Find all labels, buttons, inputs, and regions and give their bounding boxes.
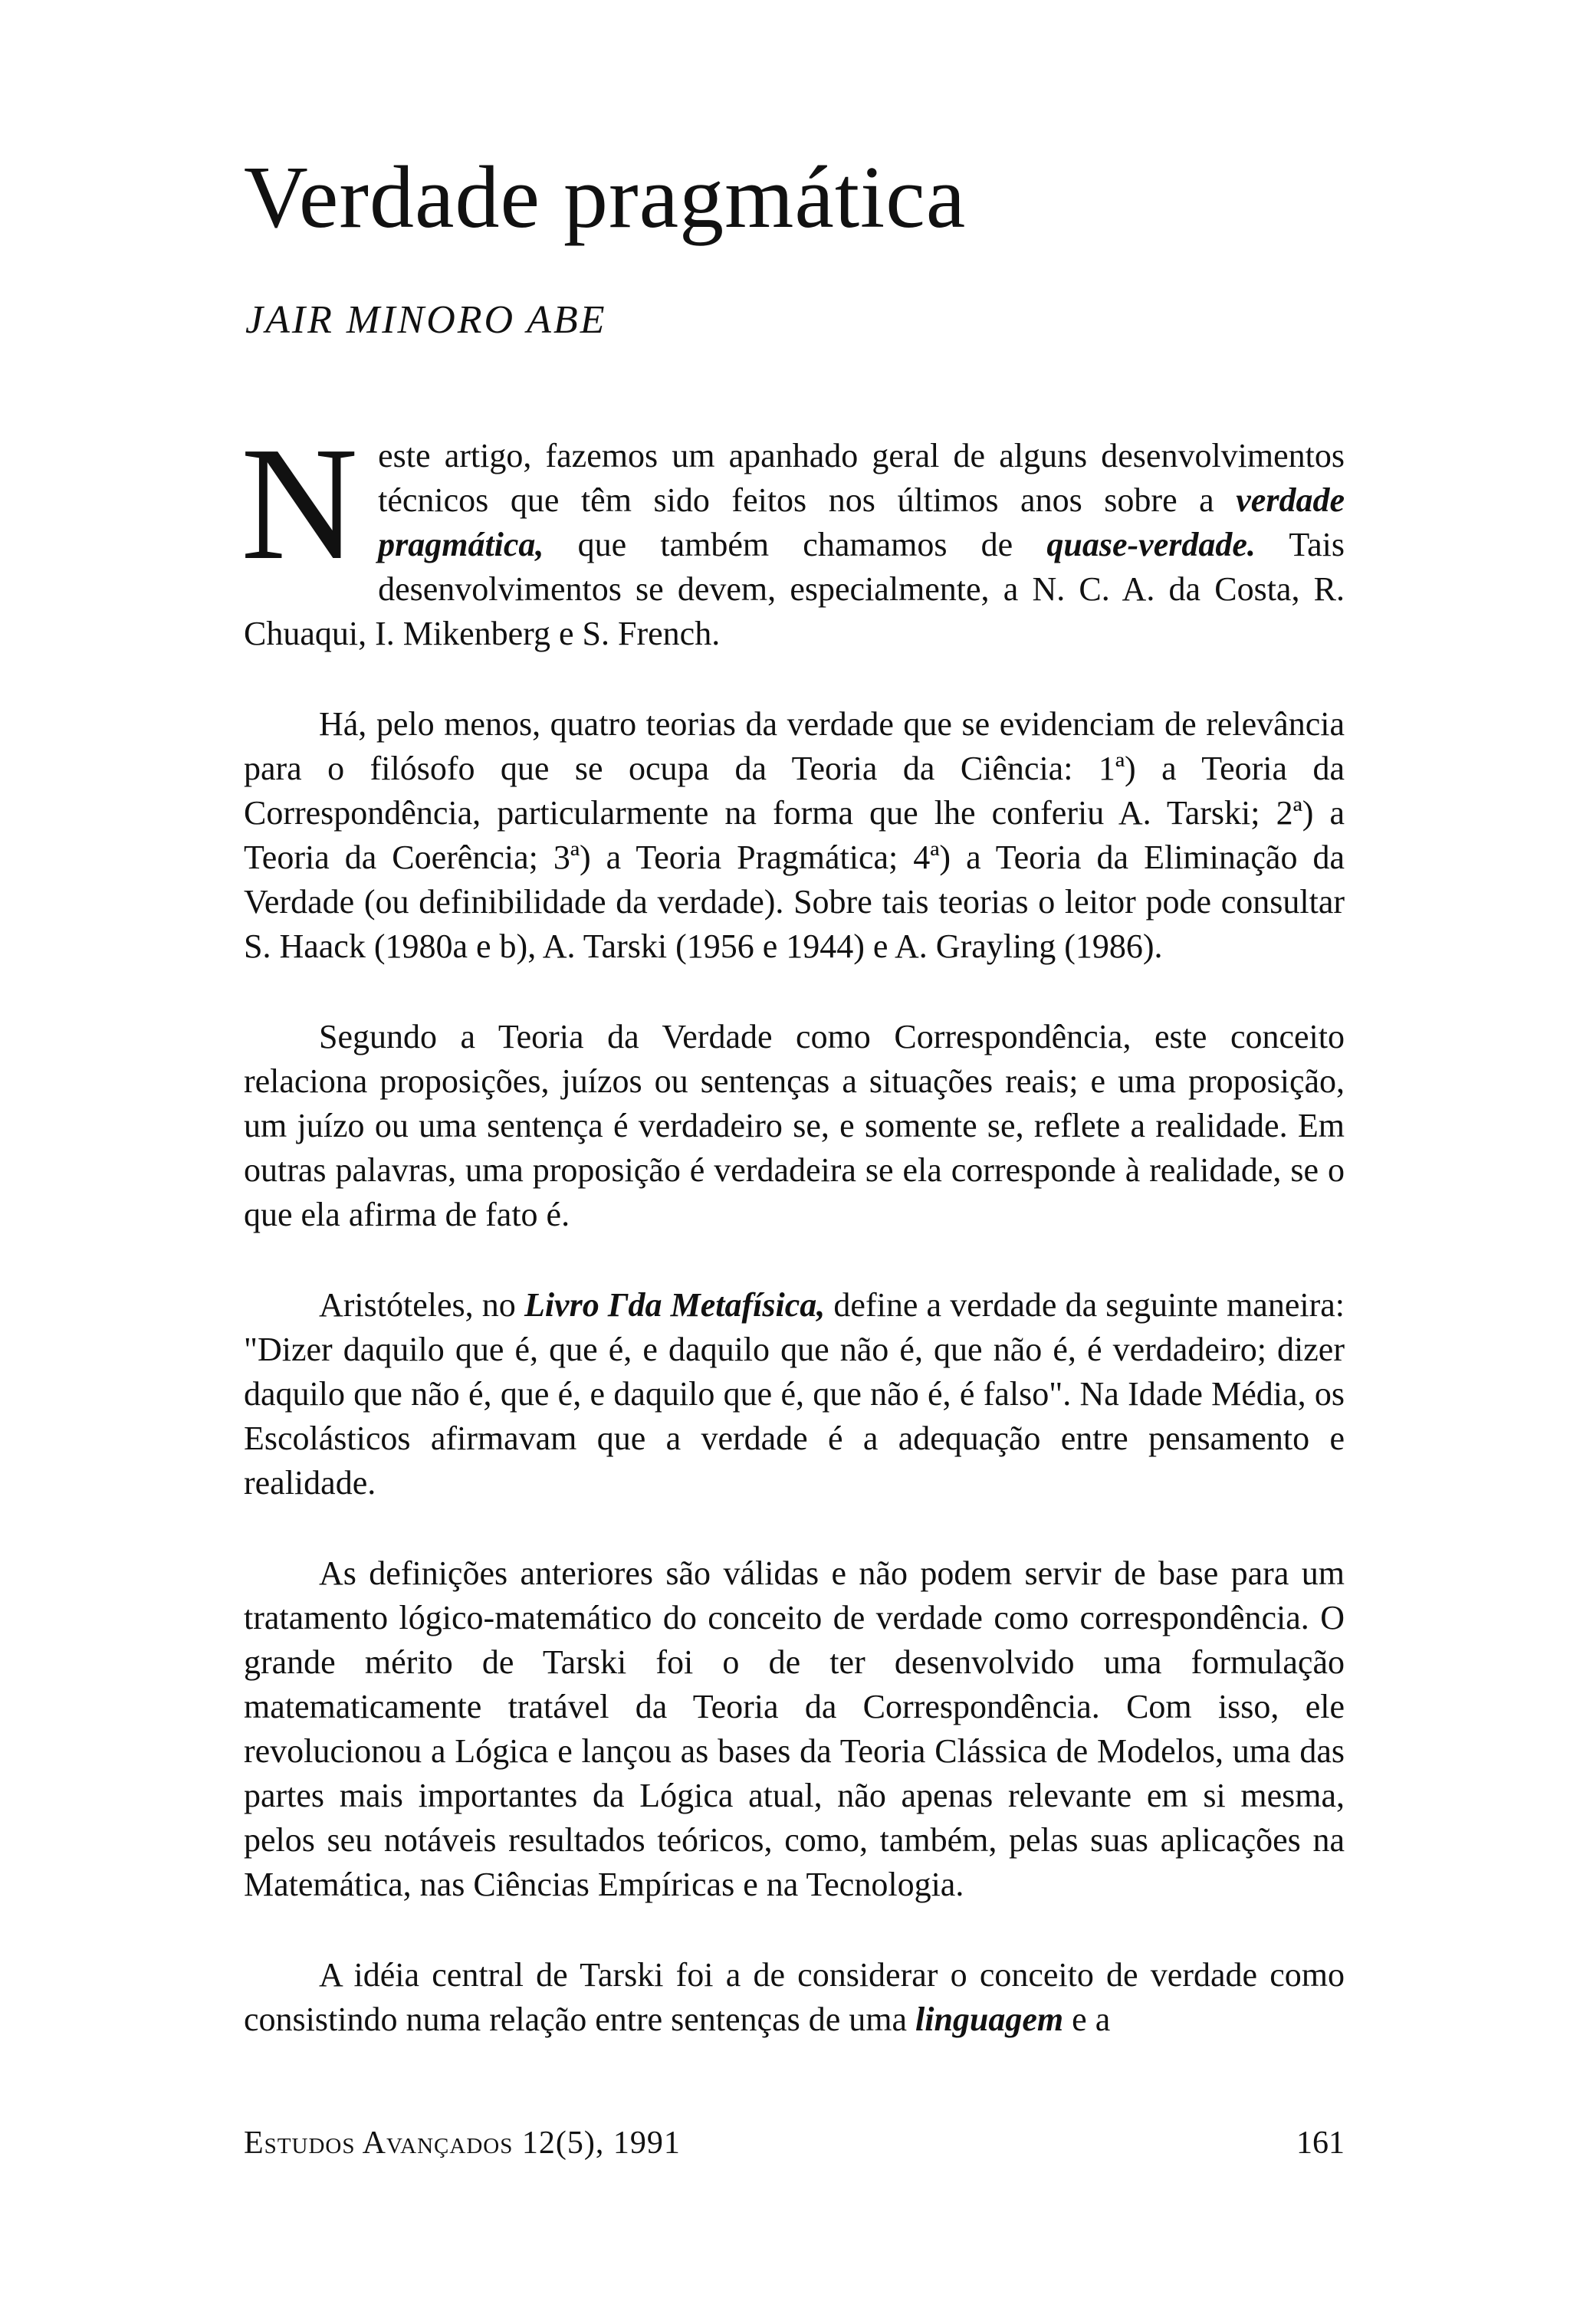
article-page <box>241 0 1345 2324</box>
paragraph-3: Segundo a Teoria da Verdade como Correspondência, este conceito relaciona proposições, juízos ou sentenças a situações reais; e uma proposição, um juízo ou uma sentença é verdadeiro se, e somente se, reflete a realidade. Em outras palavras, uma proposição é verdadeira se ela corresponde à realidade, se o que ela afirma de fato é. <box>244 1018 1345 1233</box>
paragraph-4-text-b: define a verdade da seguinte maneira: "Dizer daquilo que é, que é, e daquilo que não é, que não é, é verdadeiro; dizer daquilo que não é, que é, e daquilo que é, que não é, é falso". Na Idade Média, os Escolásticos afirmavam que a verdade é a adequação entre pensamento e realidade. <box>244 1286 1345 1502</box>
paragraph-6-text-a: A idéia central de Tarski foi a de considerar o conceito de verdade como consistindo numa relação entre sentenças de uma <box>244 1956 1345 2038</box>
page-footer <box>244 2125 1345 2162</box>
paragraph-1-text-c: Tais desenvolvimentos se devem, especialmente, a N. C. A. da Costa, R. Chuaqui, I. Mikenberg e S. French. <box>244 526 1345 652</box>
article-author: JAIR MINORO ABE <box>245 298 607 342</box>
paragraph-1-text-a: este artigo, fazemos um apanhado geral de alguns desenvolvimentos técnicos que têm sido feitos nos últimos anos sobre a <box>378 437 1345 519</box>
paragraph-4-italic: Livro Γda Metafísica, <box>524 1286 826 1324</box>
drop-cap: N <box>241 413 359 593</box>
paragraph-6-text-b: e a <box>1063 2001 1111 2038</box>
paragraph-1 <box>241 413 1345 656</box>
paragraph-6 <box>244 1953 1345 2042</box>
article-body <box>241 413 1345 2088</box>
paragraph-4 <box>244 1283 1345 1505</box>
paragraph-5: As definições anteriores são válidas e não podem servir de base para um tratamento lógico-matemático do conceito de verdade como correspondência. O grande mérito de Tarski foi o de ter desenvolvido uma formulação matematicamente tratável da Teoria da Correspondência. Com isso, ele revolucionou a Lógica e lançou as bases da Teoria Clássica de Modelos, uma das partes mais importantes da Lógica atual, não apenas relevante em si mesma, pelos seu notáveis resultados teóricos, como, também, pelas suas aplicações na Matemática, nas Ciências Empíricas e na Tecnologia. <box>244 1554 1345 1903</box>
journal-citation: Estudos Avançados 12(5), 1991 <box>244 2125 681 2161</box>
page-number: 161 <box>1296 2125 1345 2161</box>
article-title: Verdade pragmática <box>244 149 967 247</box>
paragraph-1-text-b: que também chamamos de <box>544 526 1047 563</box>
paragraph-4-text-a: Aristóteles, no <box>319 1286 524 1324</box>
paragraph-6-italic: linguagem <box>915 2001 1064 2038</box>
paragraph-2: Há, pelo menos, quatro teorias da verdade que se evidenciam de relevância para o filósofo que se ocupa da Teoria da Ciência: 1ª) a Teoria da Correspondência, particularmente na forma que lhe conferiu A. Tarski; 2ª) a Teoria da Coerência; 3ª) a Teoria Pragmática; 4ª) a Teoria da Eliminação da Verdade (ou definibilidade da verdade). Sobre tais teorias o leitor pode consultar S. Haack (1980a e b), A. Tarski (1956 e 1944) e A. Grayling (1986). <box>244 705 1345 965</box>
paragraph-1-italic-b: quase-verdade. <box>1046 526 1256 563</box>
paragraph-1-italic-a: verdade pragmática, <box>378 481 1345 563</box>
